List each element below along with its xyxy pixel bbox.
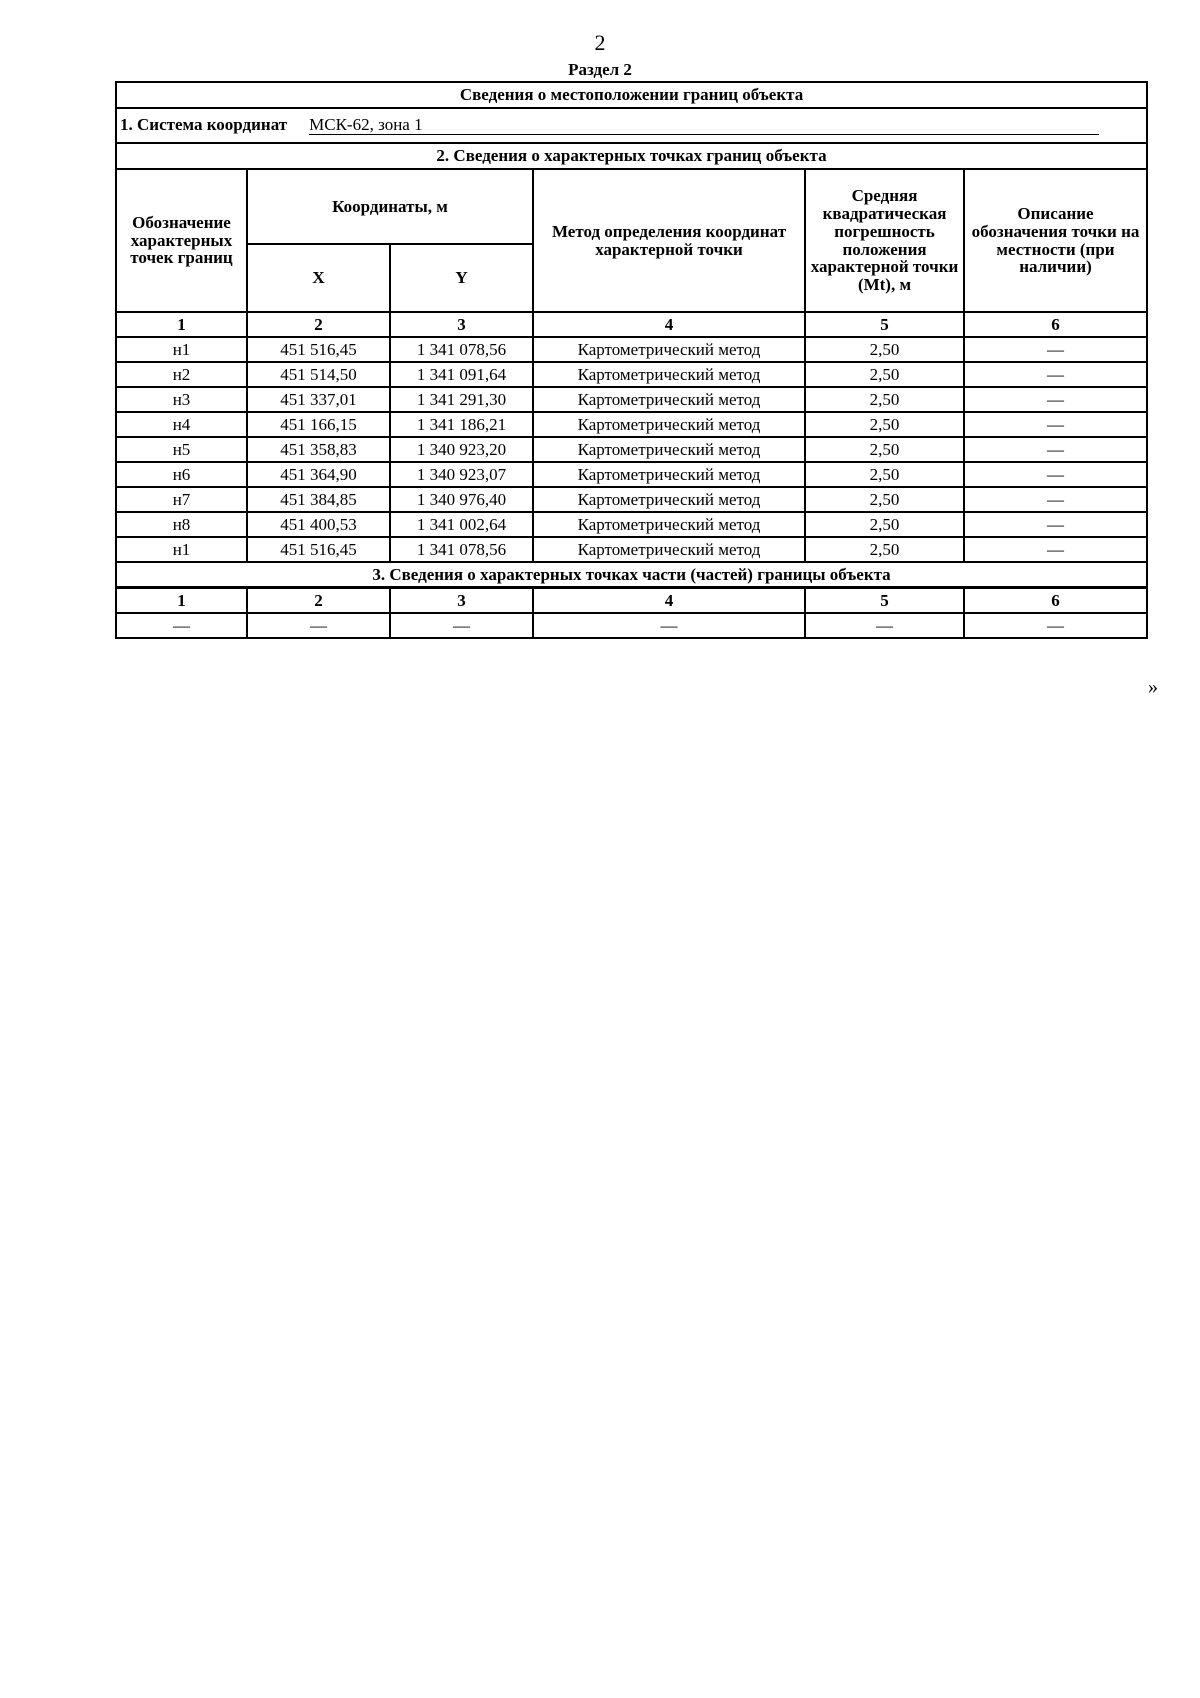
error-cell: 2,50 (805, 537, 964, 562)
y-cell: 1 340 923,20 (390, 437, 533, 462)
method-cell: Картометрический метод (533, 412, 805, 437)
desc-cell: — (964, 362, 1147, 387)
parts-cell: — (533, 613, 805, 638)
x-cell: 451 364,90 (247, 462, 390, 487)
error-cell: 2,50 (805, 487, 964, 512)
error-cell: 2,50 (805, 462, 964, 487)
y-cell: 1 340 923,07 (390, 462, 533, 487)
parts-cell: — (116, 613, 247, 638)
x-cell: 451 384,85 (247, 487, 390, 512)
method-cell: Картометрический метод (533, 337, 805, 362)
column-number: 1 (116, 588, 247, 614)
x-cell: 451 358,83 (247, 437, 390, 462)
point-cell: н3 (116, 387, 247, 412)
column-number: 1 (116, 312, 247, 337)
closing-quote: » (1148, 676, 1158, 698)
error-cell: 2,50 (805, 362, 964, 387)
table-row (116, 462, 1147, 487)
table-row (116, 512, 1147, 537)
y-cell: 1 341 002,64 (390, 512, 533, 537)
y-cell: 1 341 091,64 (390, 362, 533, 387)
point-cell: н6 (116, 462, 247, 487)
coord-system-label: 1. Система координат (120, 114, 288, 134)
method-cell: Картометрический метод (533, 512, 805, 537)
x-cell: 451 516,45 (247, 537, 390, 562)
x-cell: 451 400,53 (247, 512, 390, 537)
point-cell: н1 (116, 537, 247, 562)
error-cell: 2,50 (805, 512, 964, 537)
desc-cell: — (964, 387, 1147, 412)
error-cell: 2,50 (805, 437, 964, 462)
points-section-title: 2. Сведения о характерных точках границ объекта (116, 143, 1147, 169)
parts-column-number-row (116, 588, 1147, 614)
header-title: Сведения о местоположении границ объекта (116, 82, 1147, 108)
table-row (116, 487, 1147, 512)
column-number: 4 (533, 588, 805, 614)
method-cell: Картометрический метод (533, 462, 805, 487)
error-cell: 2,50 (805, 412, 964, 437)
table-row (116, 362, 1147, 387)
method-cell: Картометрический метод (533, 437, 805, 462)
col-header-coords: Координаты, м (247, 169, 533, 244)
parts-section-title: 3. Сведения о характерных точках части (частей) границы объекта (116, 562, 1147, 588)
y-cell: 1 341 078,56 (390, 537, 533, 562)
column-number-row (116, 312, 1147, 337)
point-cell: н7 (116, 487, 247, 512)
column-number: 6 (964, 588, 1147, 614)
parts-cell: — (964, 613, 1147, 638)
column-number: 3 (390, 312, 533, 337)
x-cell: 451 516,45 (247, 337, 390, 362)
parts-cell: — (390, 613, 533, 638)
point-cell: н4 (116, 412, 247, 437)
desc-cell: — (964, 512, 1147, 537)
col-header-method: Метод определения координат характерной точки (533, 169, 805, 312)
column-number: 6 (964, 312, 1147, 337)
page-number: 2 (594, 30, 606, 55)
table-row (116, 412, 1147, 437)
boundary-table (115, 81, 1148, 639)
method-cell: Картометрический метод (533, 487, 805, 512)
parts-cell: — (805, 613, 964, 638)
method-cell: Картометрический метод (533, 362, 805, 387)
method-cell: Картометрический метод (533, 537, 805, 562)
x-cell: 451 166,15 (247, 412, 390, 437)
desc-cell: — (964, 337, 1147, 362)
error-cell: 2,50 (805, 387, 964, 412)
desc-cell: — (964, 537, 1147, 562)
column-number: 4 (533, 312, 805, 337)
col-header-error: Средняя квадратическая погрешность положения характерной точки (Mt), м (805, 169, 964, 312)
table-row (116, 537, 1147, 562)
point-cell: н5 (116, 437, 247, 462)
table-row (116, 437, 1147, 462)
section-title: Раздел 2 (568, 60, 632, 79)
desc-cell: — (964, 437, 1147, 462)
point-cell: н2 (116, 362, 247, 387)
parts-cell: — (247, 613, 390, 638)
table-row (116, 337, 1147, 362)
x-cell: 451 337,01 (247, 387, 390, 412)
col-header-description: Описание обозначения точки на местности (при наличии) (964, 169, 1147, 312)
column-number: 2 (247, 588, 390, 614)
method-cell: Картометрический метод (533, 387, 805, 412)
coord-system-row (116, 108, 1147, 143)
y-cell: 1 341 078,56 (390, 337, 533, 362)
x-cell: 451 514,50 (247, 362, 390, 387)
desc-cell: — (964, 462, 1147, 487)
point-cell: н8 (116, 512, 247, 537)
desc-cell: — (964, 412, 1147, 437)
col-header-x: X (247, 244, 390, 312)
y-cell: 1 341 186,21 (390, 412, 533, 437)
coord-system-value: МСК-62, зона 1 (309, 116, 1099, 136)
column-number: 3 (390, 588, 533, 614)
col-header-y: Y (390, 244, 533, 312)
column-number: 5 (805, 588, 964, 614)
desc-cell: — (964, 487, 1147, 512)
column-number: 5 (805, 312, 964, 337)
parts-row (116, 613, 1147, 638)
error-cell: 2,50 (805, 337, 964, 362)
y-cell: 1 340 976,40 (390, 487, 533, 512)
col-header-designation: Обозначение характерных точек границ (116, 169, 247, 312)
y-cell: 1 341 291,30 (390, 387, 533, 412)
point-cell: н1 (116, 337, 247, 362)
column-number: 2 (247, 312, 390, 337)
table-row (116, 387, 1147, 412)
